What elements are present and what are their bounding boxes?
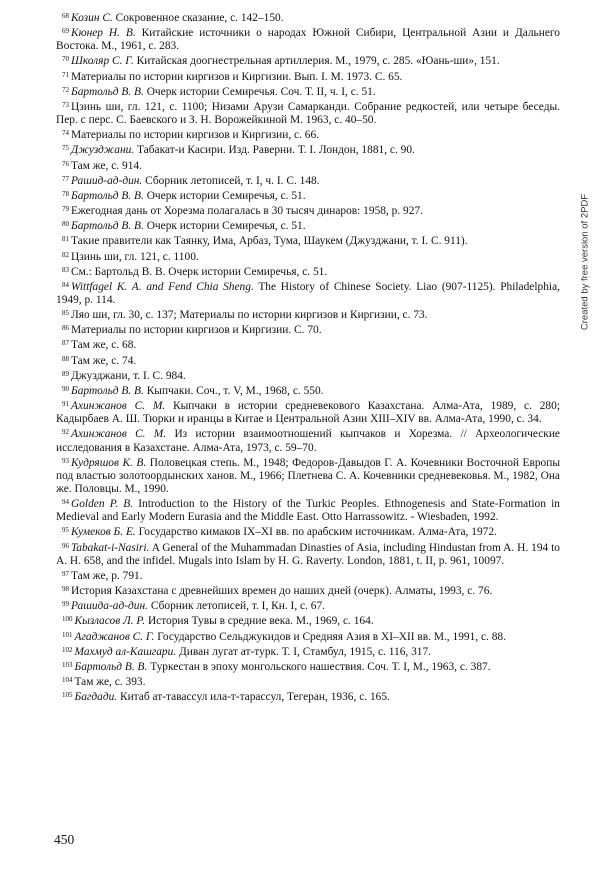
endnote-text: The History of Chinese Society. Liao (907-1125). Philadelphia, 1949, р. 114. [56, 280, 560, 306]
endnote-100 [56, 613, 560, 628]
endnote-text: Из истории взаимоотношений кыпчаков и Хорезма. // Археологические исследования в Казахстане. Алма-Ата, 1973, с. 59–70. [56, 428, 560, 454]
endnote-78 [56, 188, 560, 203]
endnote-number: 73 [62, 100, 69, 109]
endnote-80 [56, 218, 560, 233]
endnote-number: 93 [62, 456, 69, 465]
endnote-text: Кыпчаки в истории средневекового Казахстана. Алма-Ата, 1989, с. 280; Кадырбаев А. Ш. Тюрки и иранцы в Китае и Центральной Азии XIII–XIV вв. Алма-Ата, 1990, с. 34. [56, 400, 560, 426]
endnote-text: Там же, р. 791. [71, 569, 143, 582]
endnote-text: Очерк истории Семиречья, с. 51. [146, 189, 306, 202]
endnote-text: Там же, с. 914. [71, 159, 142, 172]
endnote-number: 77 [62, 174, 69, 183]
endnote-author: Tabakat-i-Nasiri. [71, 541, 150, 554]
endnote-text: Ляо ши, гл. 30, с. 137; Материалы по истории киргизов и Киргизии, с. 73. [71, 309, 428, 322]
endnote-text: Туркестан в эпоху монгольского нашествия. Соч. Т. I, М., 1963, с. 387. [150, 660, 491, 673]
endnote-author: Рашид-ад-дин. [71, 174, 143, 187]
endnote-number: 95 [62, 526, 69, 535]
page-number: 450 [54, 832, 75, 847]
endnote-author: Ахинжанов С. М. [71, 400, 166, 413]
endnote-author: Golden P. B. [71, 498, 134, 511]
endnote-number: 104 [62, 676, 73, 685]
endnote-text: Табакат-и Касири. Изд. Раверни. Т. I. Лондон, 1881, с. 90. [137, 144, 415, 157]
endnote-number: 102 [62, 645, 73, 654]
endnote-number: 98 [62, 585, 69, 594]
endnote-104 [56, 674, 560, 689]
endnote-number: 88 [62, 354, 69, 363]
endnote-number: 86 [62, 324, 69, 333]
endnote-text: Государство Сельджукидов и Средняя Азия в XI–XII вв. М., 1991, с. 88. [157, 630, 506, 643]
endnote-86 [56, 322, 560, 337]
endnotes-list [56, 10, 560, 704]
endnote-number: 69 [62, 27, 69, 36]
endnote-text: Сокровенное сказание, с. 142–150. [115, 12, 284, 24]
endnote-90 [56, 383, 560, 398]
endnote-number: 83 [62, 265, 69, 274]
endnote-number: 75 [62, 144, 69, 153]
endnote-88 [56, 353, 560, 368]
endnote-94 [56, 496, 560, 524]
endnote-text: История Тувы в средние века. М., 1969, с. 164. [147, 615, 374, 628]
endnote-105 [56, 689, 560, 704]
endnote-text: Материалы по истории киргизов и Киргизии, с. 66. [71, 129, 320, 142]
endnote-81 [56, 233, 560, 248]
endnote-text: Там же, с. 74. [71, 354, 137, 367]
endnote-99 [56, 598, 560, 613]
endnote-number: 80 [62, 220, 69, 229]
endnote-number: 99 [62, 600, 69, 609]
endnote-number: 82 [62, 250, 69, 259]
endnote-101 [56, 629, 560, 644]
endnote-author: Бартольд В. В. [71, 85, 144, 98]
endnote-number: 91 [62, 400, 69, 409]
endnote-number: 76 [62, 159, 69, 168]
endnote-number: 89 [62, 369, 69, 378]
endnote-79 [56, 203, 560, 218]
endnote-83 [56, 264, 560, 279]
endnote-91 [56, 398, 560, 426]
endnote-author: Агаджанов С. Г. [74, 630, 155, 643]
endnote-89 [56, 368, 560, 383]
endnote-text: Государство кимаков IX–XI вв. по арабским источникам. Алма-Ата, 1972. [138, 526, 497, 539]
endnote-text: Сборник летописей, т. I, ч. I. С. 148. [145, 174, 320, 187]
endnote-author: Джузджани. [71, 144, 135, 157]
endnote-71 [56, 69, 560, 84]
endnote-84 [56, 279, 560, 307]
endnote-author: Бартольд В. В. [71, 220, 144, 233]
endnote-text: Сборник летописей, т. I, Кн. I, с. 67. [150, 600, 326, 613]
endnote-text: Половецкая степь. М., 1948; Федоров-Давыдов Г. А. Кочевники Восточной Европы под властью золотоордынских ханов. М., 1966; Плетнева С. А. Кочевники средневековья. М., 1982, Она же. Половцы. М., 1990. [56, 456, 560, 495]
endnote-author: Кудряшов К. В. [71, 456, 147, 469]
endnote-97 [56, 568, 560, 583]
endnote-author: Кумеков Б. Е. [71, 526, 136, 539]
endnote-number: 90 [62, 384, 69, 393]
endnote-74 [56, 127, 560, 142]
endnote-number: 79 [62, 205, 69, 214]
endnote-number: 97 [62, 569, 69, 578]
endnote-text: Такие правители как Таянку, Има, Арбаз, Тума, Шаукем (Джузджани, т. I. С. 911). [71, 235, 468, 248]
endnote-87 [56, 337, 560, 352]
endnote-number: 81 [62, 235, 69, 244]
endnote-author: Школяр С. Г. [71, 55, 134, 68]
endnote-number: 85 [62, 309, 69, 318]
endnote-text: Диван лугат ат-турк. Т. I, Стамбул, 1915, с. 116, 317. [179, 645, 432, 658]
endnote-92 [56, 426, 560, 454]
endnote-number: 103 [62, 660, 73, 669]
endnote-number: 101 [62, 630, 73, 639]
endnote-text: Китайские источники о народах Южной Сибири, Центральной Азии и Дальнего Востока. М., 1961, с. 283. [56, 27, 560, 53]
endnote-number: 96 [62, 541, 69, 550]
endnote-author: Ахинжанов С. М. [71, 428, 167, 441]
endnote-number: 87 [62, 339, 69, 348]
endnote-96 [56, 540, 560, 568]
endnote-69 [56, 25, 560, 53]
endnote-number: 92 [62, 428, 69, 437]
endnote-text: Кыпчаки. Соч., т. V, М., 1968, с. 550. [146, 384, 324, 397]
endnote-95 [56, 524, 560, 539]
endnote-author: Кызласов Л. Р. [74, 615, 146, 628]
endnote-author: Кюнер Н. В. [71, 27, 136, 40]
endnote-text: Там же, с. 68. [71, 339, 137, 352]
endnote-text: История Казахстана с древнейших времен до наших дней (очерк). Алматы, 1993, с. 76. [71, 585, 493, 598]
endnote-text: Introduction to the History of the Turkic Peoples. Ethnogenesis and State-Formation in Medieval and Early Modern Eurasia and the Middle East. Otto Harrassowitz. - Wiesbaden, 1992. [56, 498, 560, 524]
endnote-number: 105 [62, 691, 73, 700]
endnote-number: 74 [62, 129, 69, 138]
endnote-text: Цзинь ши, гл. 121, с. 1100; Низами Арузи Самарканди. Собрание редкостей, или четыре беседы. Пер. с перс. С. Баевского и З. Н. Ворожейкиной М. 1963, с. 40–50. [56, 100, 560, 127]
endnote-68 [56, 10, 560, 25]
endnote-72 [56, 84, 560, 99]
endnote-text: Ежегодная дань от Хорезма полагалась в 30 тысяч динаров: 1958, р. 927. [71, 205, 423, 218]
endnote-75 [56, 142, 560, 157]
endnote-102 [56, 644, 560, 659]
endnote-author: Wittfagel K. A. and Fend Chia Sheng. [71, 280, 254, 293]
endnote-number: 100 [62, 615, 73, 624]
endnote-number: 78 [62, 189, 69, 198]
endnote-number: 94 [62, 498, 69, 507]
endnote-number: 84 [62, 280, 69, 289]
endnote-author: Бартольд В. В. [74, 660, 148, 673]
endnote-103 [56, 659, 560, 674]
endnote-text: Материалы по истории киргизов и Киргизии. Вып. I. М. 1973. С. 65. [71, 70, 403, 83]
endnote-author: Рашида-ад-дин. [71, 600, 148, 613]
endnote-text: Очерк истории Семиречья. Соч. Т. II, ч. I, с. 51. [146, 85, 376, 98]
watermark-text: Created by free version of 2PDF [579, 193, 591, 331]
endnote-text: A General of the Muhammadan Dinasties of Asia, including Hindustan from A. H. 194 to A. H. 658, and the infidel. Mugals into Islam by H. G. Raverty. London, 1881, t. II, р. 961, 10097. [56, 541, 561, 567]
endnote-author: Бартольд В. В. [71, 189, 144, 202]
endnote-93 [56, 455, 560, 496]
endnote-text: Цзинь ши, гл. 121, с. 1100. [71, 250, 199, 263]
endnote-text: Очерк истории Семиречья, с. 51. [146, 220, 306, 233]
endnote-author: Бартольд В. В. [71, 384, 144, 397]
endnote-text: См.: Бартольд В. В. Очерк истории Семиречья, с. 51. [71, 265, 328, 278]
endnote-number: 71 [62, 70, 69, 79]
endnote-text: Материалы по истории киргизов и Киргизии. С. 70. [71, 324, 322, 337]
endnote-82 [56, 249, 560, 264]
endnote-70 [56, 53, 560, 68]
endnote-number: 72 [62, 85, 69, 94]
endnote-text: Китайская доогнестрельная артиллерия. М., 1979, с. 285. «Юань-ши», 151. [136, 55, 500, 68]
endnote-73 [56, 99, 560, 127]
endnote-text: Там же, с. 393. [74, 676, 146, 689]
endnote-76 [56, 158, 560, 173]
endnote-number: 68 [62, 12, 69, 20]
endnote-98 [56, 583, 560, 598]
endnote-77 [56, 173, 560, 188]
endnote-author: Козин С. [71, 12, 113, 24]
endnote-author: Махмуд ал-Кашгари. [74, 645, 177, 658]
endnote-author: Багдади. [74, 691, 118, 704]
endnote-85 [56, 307, 560, 322]
endnote-number: 70 [62, 55, 69, 64]
endnote-text: Джузджани, т. I. С. 984. [71, 369, 186, 382]
endnote-text: Китаб ат-тавассул ила-т-тарассул, Тегеран, 1936, с. 165. [119, 691, 390, 704]
